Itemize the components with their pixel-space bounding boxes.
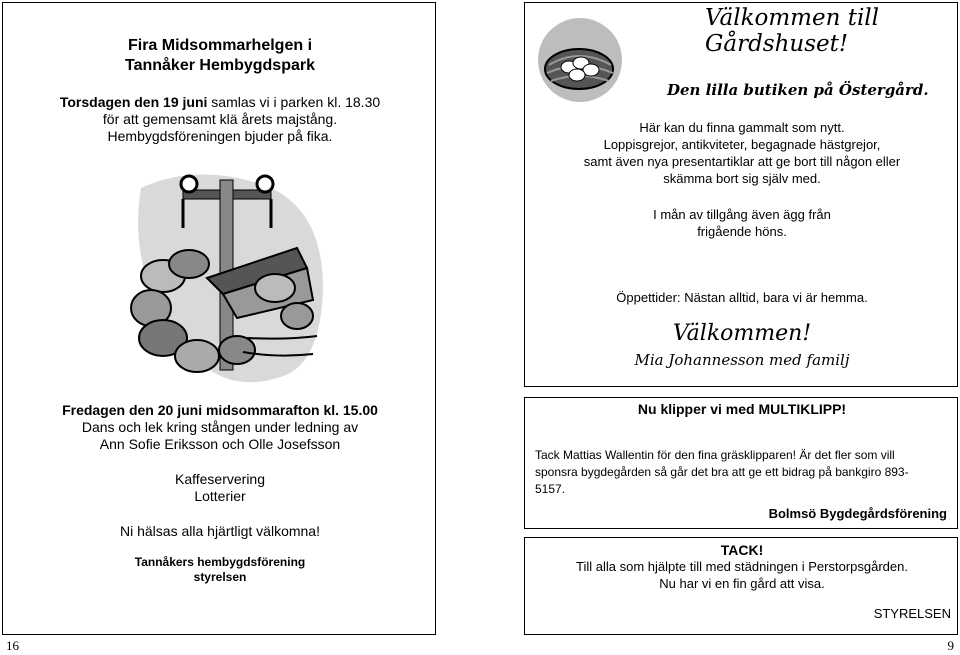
- shop-line4: skämma bort sig själv med.: [663, 171, 821, 186]
- multiklipp-heading: Nu klipper vi med MULTIKLIPP!: [637, 401, 847, 417]
- friday-line1: Dans och lek kring stången under ledning av: [81, 419, 359, 435]
- midsummer-title-line2: Tannåker Hembygdspark: [125, 57, 315, 74]
- multiklipp-signature: Bolmsö Bygdegårdsförening: [768, 506, 947, 521]
- thursday-line3: Hembygdsföreningen bjuder på fika.: [107, 128, 333, 144]
- multiklipp-body: [535, 447, 909, 498]
- multiklipp-line1: Tack Mattias Wallentin för den fina gräsklipparen! Är det fler som vill: [535, 448, 895, 462]
- thursday-line1: [3, 94, 437, 111]
- shop-description: [525, 119, 959, 187]
- service-coffee: Kaffeservering: [174, 471, 265, 487]
- welcome-text: Ni hälsas alla hjärtligt välkomna!: [120, 523, 320, 539]
- shop-title-line1: Välkommen till: [705, 5, 880, 31]
- friday-text: [3, 402, 437, 453]
- thursday-line2: för att gemensamt klä årets majstång.: [102, 111, 338, 127]
- eggs-text: [525, 206, 959, 240]
- midsummer-box: [2, 2, 436, 635]
- service-lottery: Lotterier: [194, 488, 246, 504]
- eggs-line1: I mån av tillgång även ägg från: [653, 207, 831, 222]
- midsummer-title-line1: Fira Midsommarhelgen i: [127, 37, 313, 54]
- multiklipp-line2: sponsra bygdegården så går det bra att ge ett bidrag på bankgiro 893-: [535, 465, 909, 479]
- thanks-box: [524, 537, 958, 635]
- services: [3, 471, 437, 505]
- shop-subtitle: Den lilla butiken på Östergård.: [667, 81, 929, 99]
- thursday-text: [3, 94, 437, 145]
- thanks-line2: Nu har vi en fin gård att visa.: [659, 576, 825, 591]
- egg-nest-illustration: [535, 15, 625, 105]
- page-number-right: 9: [947, 638, 954, 653]
- thursday-date: Torsdagen den 19 juni: [59, 94, 208, 110]
- thanks-signature: STYRELSEN: [873, 606, 951, 621]
- midsummer-title: [3, 36, 437, 76]
- multiklipp-box: [524, 397, 958, 529]
- friday-heading: Fredagen den 20 juni midsommarafton kl. 15.00: [62, 402, 378, 418]
- shop-line2: Loppisgrejor, antikviteter, begagnade hästgrejor,: [603, 137, 881, 152]
- shop-title: [705, 5, 879, 57]
- eggs-line2: frigående höns.: [697, 224, 787, 239]
- shop-welcome: Välkommen!: [672, 321, 812, 346]
- shop-line3: samt även nya presentartiklar att ge bort till någon eller: [583, 154, 901, 169]
- thanks-body: [525, 558, 959, 592]
- signature-line2: styrelsen: [193, 570, 247, 584]
- thanks-heading: TACK!: [720, 542, 764, 558]
- multiklipp-line3: 5157.: [535, 482, 566, 496]
- maypole-illustration: [127, 168, 327, 388]
- thursday-time: samlas vi i parken kl. 18.30: [207, 94, 381, 110]
- midsummer-signature: [3, 555, 437, 585]
- shop-line1: Här kan du finna gammalt som nytt.: [639, 120, 845, 135]
- shop-title-line2: Gårdshuset!: [705, 31, 849, 57]
- shop-box: [524, 2, 958, 387]
- page-number-left: 16: [6, 638, 19, 653]
- opening-hours: Öppettider: Nästan alltid, bara vi är hemma.: [616, 290, 868, 305]
- shop-signature: Mia Johannesson med familj: [634, 351, 850, 369]
- thanks-line1: Till alla som hjälpte till med städningen i Perstorpsgården.: [576, 559, 908, 574]
- signature-line1: Tannåkers hembygdsförening: [134, 555, 306, 569]
- friday-line2: Ann Sofie Eriksson och Olle Josefsson: [99, 436, 341, 452]
